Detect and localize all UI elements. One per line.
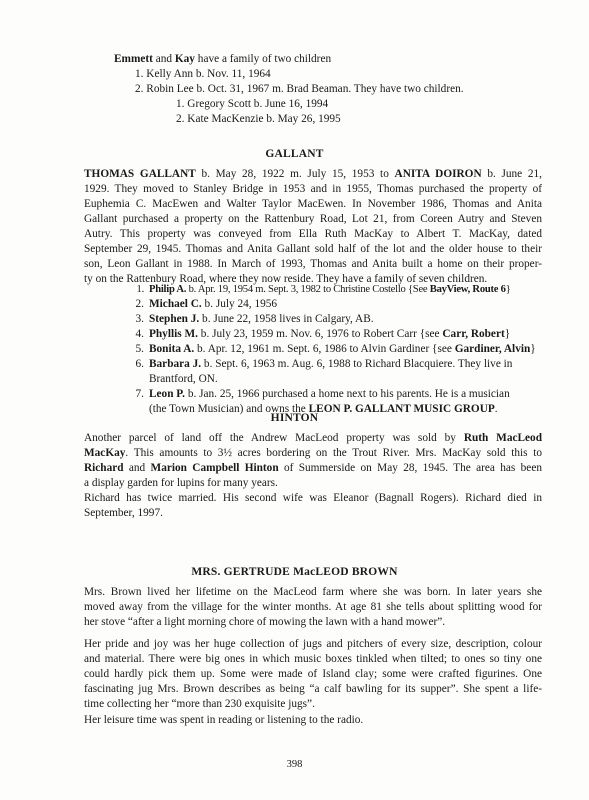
list-item (128, 297, 548, 312)
paragraph-line: time collecting her “more than 230 exquisite jugs”. (84, 698, 315, 710)
section-heading-brown: MRS. GERTRUDE MacLEOD BROWN (191, 566, 398, 578)
intro-line (114, 52, 534, 67)
paragraph-line: September, 1997. (84, 507, 163, 519)
paragraph-line: Her pride and joy was her huge collection of jugs and pitchers of every size, description, colour (84, 638, 542, 650)
name-ruth-macleod: Ruth MacLeod (463, 432, 542, 444)
text: . This amounts to 3½ acres bordering on the Trout River. Mrs. MacKay sold this to (125, 447, 542, 459)
brown-paragraph-3 (84, 713, 542, 728)
paragraph-line (84, 431, 542, 446)
brown-paragraph-1 (84, 585, 542, 630)
paragraph-line: September 29, 1945. Thomas and Anita Gallant sold half of the lot and the older house to their (84, 243, 542, 255)
list-item (128, 282, 548, 297)
paragraph-line: Euphemia C. MacEwen and Walter Taylor MacEwen. In November 1986, Thomas and Anita (84, 198, 542, 210)
list-item: 2. Robin Lee b. Oct. 31, 1967 m. Brad Beaman. They have two children. (135, 83, 464, 95)
text: b. Apr. 19, 1954 m. Sept. 3, 1982 to Christine Costello {See (186, 284, 430, 295)
name-anita-doiron: ANITA DOIRON (394, 168, 482, 180)
paragraph-line: her stove “after a light morning chore of mowing the lawn with a hand mower”. (84, 616, 446, 628)
child-name: Michael C. (149, 298, 202, 310)
paragraph-line: fascinating jug Mrs. Brown describes as being “a calf bawling for its supper”. She spent a life- (84, 683, 542, 695)
item-number: 3. (135, 313, 144, 325)
text: (the Town Musician) and owns the (149, 403, 309, 415)
paragraph-line (84, 446, 542, 461)
item-number: 6. (135, 358, 144, 370)
text: } (530, 343, 536, 355)
item-number: 1. (136, 284, 144, 295)
list-item-continuation: Brantford, ON. (149, 373, 218, 385)
paragraph-line: Her leisure time was spent in reading or listening to the radio. (84, 714, 364, 726)
child-name: Leon P. (149, 388, 185, 400)
cross-reference: Carr, Robert (442, 328, 505, 340)
text: b. Jan. 25, 1966 purchased a home next to his parents. He is a musician (185, 388, 510, 400)
gallant-paragraph (84, 167, 542, 287)
paragraph-line (84, 461, 542, 476)
child-name: Bonita A. (149, 343, 195, 355)
list-item (128, 387, 548, 402)
name-kay: Kay (174, 53, 195, 65)
item-number: 7. (135, 388, 144, 400)
page-number: 398 (286, 759, 303, 770)
intro-text: have a family of two children (194, 53, 332, 65)
paragraph-line: Gallant purchased a property on the Rattenbury Road, Lot 21, from Coreen Autry and Steven (84, 213, 542, 225)
paragraph-line: ty on the Rattenbury Road, where they now reside. They have a family of seven children. (84, 273, 488, 285)
item-number: 5. (135, 343, 144, 355)
sub-list-item: 2. Kate MacKenzie b. May 26, 1995 (176, 113, 341, 125)
name-mackay: MacKay (84, 447, 126, 459)
list-item (128, 312, 548, 327)
item-number: 2. (135, 298, 144, 310)
name-emmett: Emmett (114, 53, 153, 65)
gallant-children-list (128, 282, 548, 417)
name-richard: Richard (84, 462, 124, 474)
paragraph-line: and material. There were big ones in which music boxes tinkled when tilted; to ones so tiny one (84, 653, 542, 665)
business-name: LEON P. GALLANT MUSIC GROUP (308, 403, 495, 415)
text: b. June 22, 1958 lives in Calgary, AB. (199, 313, 374, 325)
sub-list-item: 1. Gregory Scott b. June 16, 1994 (176, 98, 329, 110)
text: b. May 28, 1922 m. July 15, 1953 to (195, 168, 395, 180)
cross-reference: BayView, Route 6 (429, 284, 506, 295)
paragraph-line: son, Leon Gallant in 1988. In March of 1993, Thomas and Anita built a home on their proper- (84, 258, 542, 270)
hinton-paragraph (84, 431, 542, 521)
name-thomas-gallant: THOMAS GALLANT (84, 168, 196, 180)
list-item (128, 327, 548, 342)
paragraph-line: a display garden for lupins for many years. (84, 477, 278, 489)
item-number: 4. (135, 328, 144, 340)
paragraph-line: 1929. They moved to Stanley Bridge in 1953 and in 1955, Thomas purchased the property of (84, 183, 542, 195)
cross-reference: Gardiner, Alvin (454, 343, 531, 355)
intro-section (114, 52, 534, 127)
section-heading-gallant: GALLANT (265, 148, 324, 160)
text: of Summerside on May 28, 1945. The area has been (278, 462, 542, 474)
child-name: Phyllis M. (149, 328, 198, 340)
list-item: 1. Kelly Ann b. Nov. 11, 1964 (135, 68, 271, 80)
paragraph-line: Richard has twice married. His second wife was Eleanor (Bagnall Rogers). Richard died in (84, 492, 542, 504)
text: b. Sept. 6, 1963 m. Aug. 6, 1988 to Richard Blacquiere. They live in (201, 358, 513, 370)
paragraph-line: could hardly pick them up. Some were made of Island clay; some were crafted figurines. One (84, 668, 542, 680)
child-name: Philip A. (149, 284, 187, 295)
text: . (494, 403, 498, 415)
paragraph-line: moved away from the village for the winter months. At age 81 she tells about splitting wood for (84, 601, 542, 613)
text: } (505, 284, 511, 295)
child-name: Barbara J. (149, 358, 202, 370)
paragraph-line: Mrs. Brown lived her lifetime on the MacLeod farm where she was born. In later years she (84, 586, 542, 598)
name-marion-hinton: Marion Campbell Hinton (150, 462, 279, 474)
text: b. July 23, 1959 m. Nov. 6, 1976 to Robert Carr {see (197, 328, 443, 340)
brown-paragraph-2 (84, 637, 542, 712)
list-item (128, 342, 548, 357)
text: b. June 21, (481, 168, 542, 180)
child-name: Stephen J. (149, 313, 200, 325)
paragraph-line (84, 167, 542, 182)
text: and (123, 462, 151, 474)
text: Another parcel of land off the Andrew MacLeod property was sold by (84, 432, 464, 444)
intro-text: and (152, 53, 175, 65)
paragraph-line: Autry. This property was conveyed from Ella Ruth MacKay to Albert T. MacKay, dated (84, 228, 542, 240)
text: b. July 24, 1956 (201, 298, 278, 310)
text: } (504, 328, 511, 340)
list-item (128, 357, 548, 372)
text: b. Apr. 12, 1961 m. Sept. 6, 1986 to Alvin Gardiner {see (194, 343, 455, 355)
section-heading-hinton: HINTON (270, 412, 319, 424)
